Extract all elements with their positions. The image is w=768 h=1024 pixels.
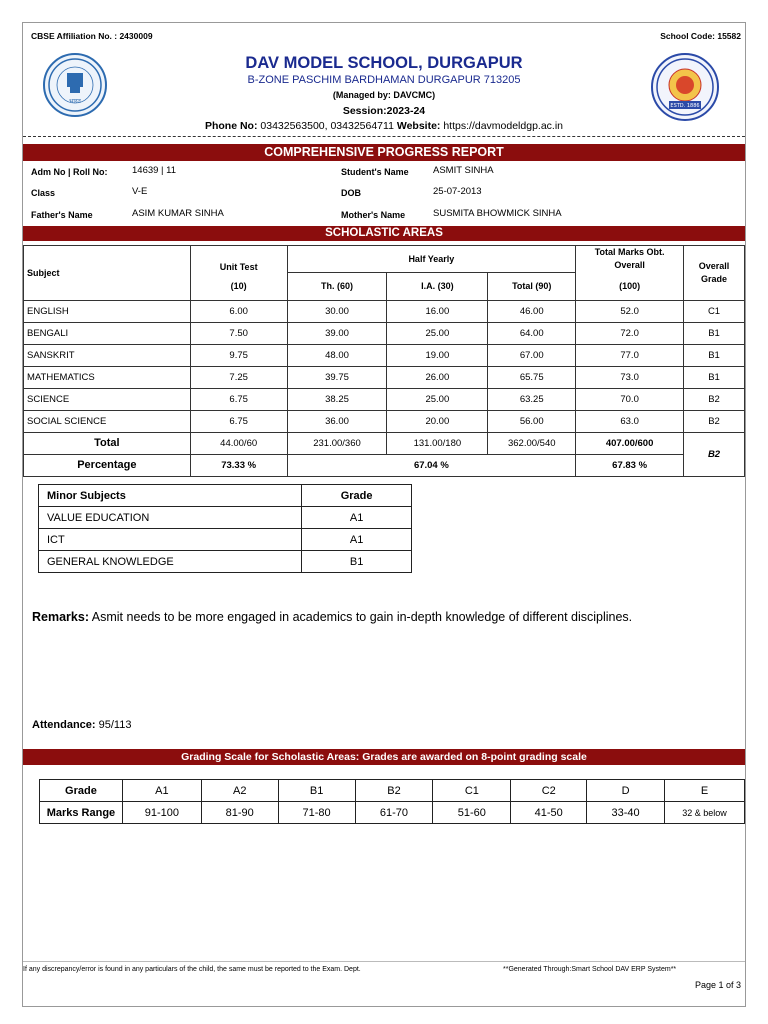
ia-cell: 25.00 [387, 388, 488, 410]
header-th: Th. (60) [287, 272, 387, 300]
total-cell: 56.00 [488, 410, 576, 432]
total-cell: 65.75 [488, 366, 576, 388]
class-label: Class [31, 188, 56, 198]
scholastic-title: SCHOLASTIC AREAS [23, 226, 745, 241]
pct-half-yearly: 67.04 % [287, 454, 576, 476]
grade-cell: A2 [201, 780, 278, 802]
ia-cell: 16.00 [387, 300, 488, 322]
cbse-emblem-text: भारत [69, 98, 81, 105]
table-row [24, 344, 745, 366]
student-name-label: Student's Name [341, 167, 409, 177]
footer-divider [23, 961, 745, 962]
grade-cell: E [665, 780, 745, 802]
minor-subjects-table [38, 484, 412, 573]
overall-cell: 70.0 [576, 388, 684, 410]
phone-value: 03432563500, 03432564711 [260, 120, 394, 132]
website-link[interactable]: https://davmodeldgp.ac.in [443, 120, 564, 132]
header-total: Total (90) [488, 272, 576, 300]
remarks [32, 610, 632, 624]
ut-cell: 6.75 [190, 410, 287, 432]
grade-cell: B2 [684, 410, 745, 432]
table-row [24, 300, 745, 322]
grade-cell: C1 [684, 300, 745, 322]
header-divider [23, 136, 745, 137]
total-th: 231.00/360 [287, 432, 387, 454]
mother-label: Mother's Name [341, 210, 406, 220]
header-total-marks: Total Marks Obt. Overall [576, 246, 684, 273]
th-cell: 38.25 [287, 388, 387, 410]
father-label: Father's Name [31, 210, 93, 220]
ut-cell: 7.50 [190, 322, 287, 344]
minor-subject: VALUE EDUCATION [39, 507, 302, 529]
header-overall-grade: Overall Grade [684, 246, 745, 301]
total-row [24, 432, 745, 454]
minor-header-subjects: Minor Subjects [39, 485, 302, 507]
header-unit-test-max: (10) [190, 272, 287, 300]
total-total: 362.00/540 [488, 432, 576, 454]
overall-cell: 52.0 [576, 300, 684, 322]
table-row [39, 529, 412, 551]
grade-cell: C1 [433, 780, 511, 802]
th-cell: 30.00 [287, 300, 387, 322]
website-label: Website: [396, 120, 441, 132]
grade-cell: B1 [278, 780, 355, 802]
student-name-value: ASMIT SINHA [433, 165, 494, 176]
table-row [39, 551, 412, 573]
attendance-value: 95/113 [98, 719, 132, 731]
table-row [39, 507, 412, 529]
range-cell: 33-40 [587, 802, 665, 824]
total-ut: 44.00/60 [190, 432, 287, 454]
scholastic-table [23, 245, 745, 477]
subject-cell: MATHEMATICS [24, 366, 191, 388]
total-cell: 46.00 [488, 300, 576, 322]
school-name: DAV MODEL SCHOOL, DURGAPUR [245, 54, 523, 72]
grading-title: Grading Scale for Scholastic Areas: Grades are awarded on 8-point grading scale [23, 749, 745, 765]
ia-cell: 25.00 [387, 322, 488, 344]
total-cell: 64.00 [488, 322, 576, 344]
grade-cell: C2 [511, 780, 587, 802]
father-value: ASIM KUMAR SINHA [132, 208, 224, 219]
table-row [24, 366, 745, 388]
range-cell: 91-100 [122, 802, 201, 824]
range-cell: 51-60 [433, 802, 511, 824]
range-cell: 41-50 [511, 802, 587, 824]
adm-value: 14639 | 11 [132, 165, 177, 176]
report-page [22, 22, 746, 1007]
overall-cell: 77.0 [576, 344, 684, 366]
managed-by: (Managed by: DAVCMC) [332, 90, 436, 100]
total-overall: 407.00/600 [576, 432, 684, 454]
school-address: B-ZONE PASCHIM BARDHAMAN DURGAPUR 713205 [247, 74, 521, 86]
header-ia: I.A. (30) [387, 272, 488, 300]
grade-cell: A1 [122, 780, 201, 802]
final-grade: B2 [684, 432, 745, 476]
dob-label: DOB [341, 188, 361, 198]
total-cell: 63.25 [488, 388, 576, 410]
subject-cell: SANSKRIT [24, 344, 191, 366]
th-cell: 39.00 [287, 322, 387, 344]
header-half-yearly: Half Yearly [287, 246, 576, 273]
table-row [24, 388, 745, 410]
minor-grade: A1 [302, 529, 412, 551]
subject-cell: SCIENCE [24, 388, 191, 410]
total-ia: 131.00/180 [387, 432, 488, 454]
header-subject: Subject [24, 246, 191, 301]
grade-cell: B1 [684, 344, 745, 366]
phone-label: Phone No: [204, 120, 258, 132]
ut-cell: 9.75 [190, 344, 287, 366]
mother-value: SUSMITA BHOWMICK SINHA [433, 208, 562, 219]
remarks-label: Remarks: [32, 610, 89, 624]
ia-cell: 26.00 [387, 366, 488, 388]
grade-cell: B2 [684, 388, 745, 410]
grade-cell: B1 [684, 322, 745, 344]
contact-line [23, 120, 745, 132]
minor-grade: A1 [302, 507, 412, 529]
header-unit-test: Unit Test [190, 246, 287, 273]
overall-cell: 73.0 [576, 366, 684, 388]
grade-cell: B2 [355, 780, 433, 802]
th-cell: 48.00 [287, 344, 387, 366]
table-row [24, 322, 745, 344]
subject-cell: ENGLISH [24, 300, 191, 322]
attendance-label: Attendance: [32, 719, 96, 731]
minor-subject: ICT [39, 529, 302, 551]
footer-note: If any discrepancy/error is found in any particulars of the child, the same must be reported to the Exam. Dept. [23, 966, 361, 973]
report-title: COMPREHENSIVE PROGRESS REPORT [23, 144, 745, 161]
total-label: Total [24, 432, 191, 454]
range-cell: 61-70 [355, 802, 433, 824]
overall-cell: 63.0 [576, 410, 684, 432]
grade-cell: D [587, 780, 665, 802]
header-total-marks-max: (100) [576, 272, 684, 300]
affiliation-number: CBSE Affiliation No. : 2430009 [31, 31, 153, 41]
grading-range-label: Marks Range [40, 802, 123, 824]
session: Session:2023-24 [342, 105, 426, 117]
th-cell: 36.00 [287, 410, 387, 432]
pct-ut: 73.33 % [190, 454, 287, 476]
percentage-label: Percentage [24, 454, 191, 476]
attendance [32, 719, 131, 731]
grading-grade-label: Grade [40, 780, 123, 802]
adm-label: Adm No | Roll No: [31, 167, 108, 177]
table-row [24, 410, 745, 432]
th-cell: 39.75 [287, 366, 387, 388]
range-cell: 32 & below [665, 802, 745, 824]
range-cell: 71-80 [278, 802, 355, 824]
ia-cell: 20.00 [387, 410, 488, 432]
overall-cell: 72.0 [576, 322, 684, 344]
dav-emblem-text: ESTD. 1886 [670, 103, 700, 109]
dob-value: 25-07-2013 [433, 186, 482, 197]
remarks-text: Asmit needs to be more engaged in academics to gain in-depth knowledge of different disciplines. [91, 610, 633, 624]
grade-cell: B1 [684, 366, 745, 388]
page-number: Page 1 of 3 [694, 980, 741, 990]
ut-cell: 7.25 [190, 366, 287, 388]
subject-cell: SOCIAL SCIENCE [24, 410, 191, 432]
total-cell: 67.00 [488, 344, 576, 366]
pct-overall: 67.83 % [576, 454, 684, 476]
minor-header-grade: Grade [302, 485, 412, 507]
footer-generated: **Generated Through:Smart School DAV ERP System** [503, 966, 677, 973]
percentage-row [24, 454, 745, 476]
ut-cell: 6.00 [190, 300, 287, 322]
minor-grade: B1 [302, 551, 412, 573]
range-cell: 81-90 [201, 802, 278, 824]
grading-scale-table [39, 779, 745, 824]
ia-cell: 19.00 [387, 344, 488, 366]
school-code: School Code: 15582 [660, 31, 741, 41]
subject-cell: BENGALI [24, 322, 191, 344]
class-value: V-E [132, 186, 148, 197]
ut-cell: 6.75 [190, 388, 287, 410]
minor-subject: GENERAL KNOWLEDGE [39, 551, 302, 573]
